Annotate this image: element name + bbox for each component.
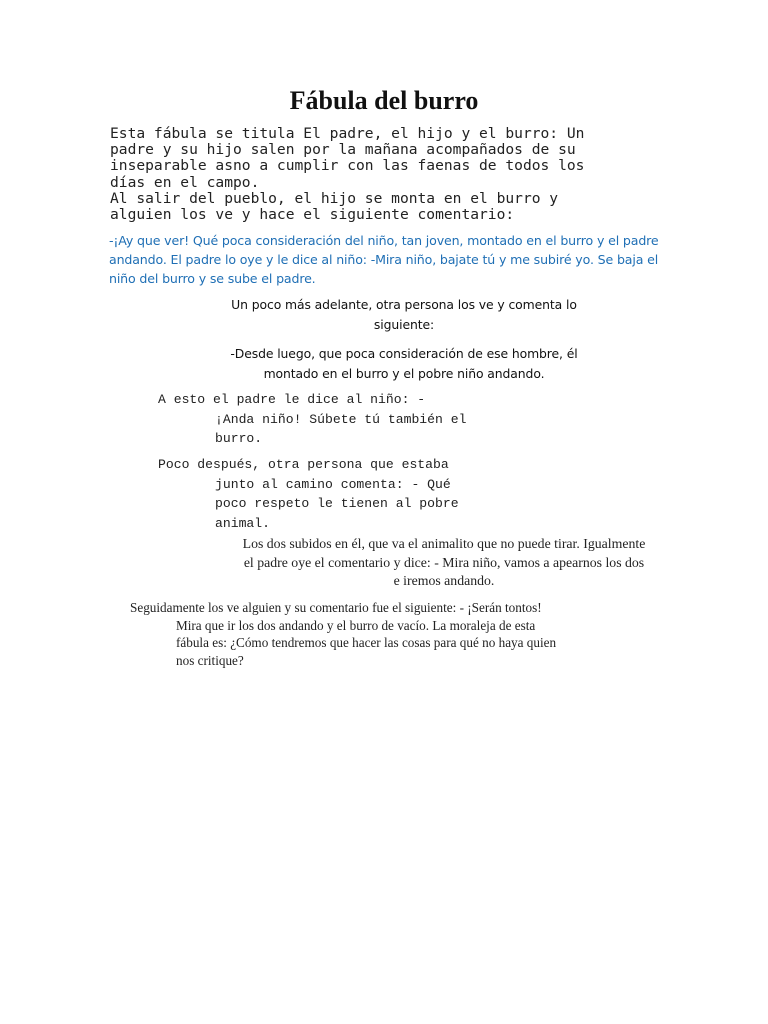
text-line: fábula es: ¿Cómo tendremos que hacer las cosas para qué no haya quien	[176, 635, 557, 651]
later-comment-paragraph	[158, 455, 528, 533]
text-line: ¡Anda niño! Súbete tú también el	[215, 411, 467, 427]
second-comment-paragraph: -Desde luego, que poca consideración de ese hombre, él montado en el burro y el pobre niño andando.	[230, 346, 578, 381]
text-line: nos critique?	[176, 652, 244, 668]
father-reply-paragraph	[158, 390, 528, 449]
text-line: animal.	[215, 515, 271, 531]
text-line: Seguidamente los ve alguien y su comentario fue el siguiente: - ¡Serán tontos!	[130, 600, 542, 615]
both-ride-paragraph: Los dos subidos en él, que va el animalito que no puede tirar. Igualmente el padre oye el comentario y dice: - Mira niño, vamos a apearnos los dos e iremos andando.	[242, 536, 646, 589]
page-title: Fábula del burro	[289, 86, 479, 115]
text-line: junto al camino comenta: - Qué	[215, 476, 451, 492]
intro-paragraph: Esta fábula se titula El padre, el hijo y el burro: Un padre y su hijo salen por la mañana acompañados de su inseparable asno a cumplir con las faenas de todos los días en el campo. Al salir del pueblo, el hijo se monta en el burro y alguien los ve y hace el siguiente comentario:	[110, 125, 585, 224]
moral-paragraph	[130, 599, 630, 669]
text-line: Mira que ir los dos andando y el burro de vacío. La moraleja de esta	[176, 617, 536, 633]
blue-comment-paragraph: -¡Ay que ver! Qué poca consideración del niño, tan joven, montado en el burro y el padre andando. El padre lo oye y le dice al niño: -Mira niño, bajate tú y me subiré yo. Se baja el niño del burro y se sube el padre.	[109, 233, 659, 286]
text-line: Poco después, otra persona que estaba	[158, 457, 449, 472]
text-line: burro.	[215, 431, 263, 447]
text-line: A esto el padre le dice al niño: -	[158, 392, 426, 407]
more-ahead-paragraph: Un poco más adelante, otra persona los ve y comenta lo siguiente:	[231, 297, 577, 332]
text-line: poco respeto le tienen al pobre	[215, 496, 459, 512]
